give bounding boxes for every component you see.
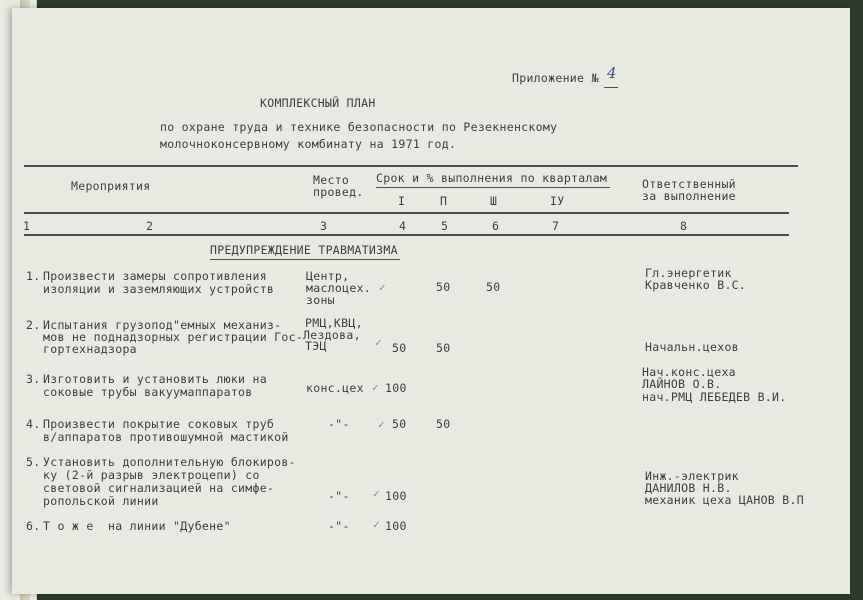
row-place-line: -"- xyxy=(328,417,350,431)
row-measure-line: ку (2-й разрыв электроцепи) со xyxy=(43,468,260,482)
row-number: 5. xyxy=(26,455,41,469)
row-number: 1. xyxy=(26,269,41,283)
row-measure-line: Установить дополнительную блокиров- xyxy=(43,455,296,469)
row-measure-line: соковые трубы вакуумаппаратов xyxy=(43,385,253,399)
row-place-line: РМЦ,КВЦ, xyxy=(305,316,363,330)
header-place-line1: Место xyxy=(313,173,350,187)
row-measure-line: в/аппаратов противошумной мастикой xyxy=(43,430,289,444)
row-place-line: ТЭЦ xyxy=(305,339,327,353)
row-responsible-line: ДАНИЛОВ Н.В. xyxy=(645,481,732,495)
document-subtitle-line2: молочноконсервному комбинату на 1971 год. xyxy=(160,137,457,151)
column-number: 4 xyxy=(399,219,407,233)
row-measure-line: Т о ж е на линии "Дубене" xyxy=(43,519,231,533)
row-place-line: маслоцех. xyxy=(306,281,372,295)
row-responsible-line: Нач.конс.цеха xyxy=(642,365,736,379)
document-title: КОМПЛЕКСНЫЙ ПЛАН xyxy=(260,96,376,110)
row-place-line: -"- xyxy=(328,489,350,503)
pen-check-mark: ✓ xyxy=(378,418,385,431)
column-number: 1 xyxy=(23,219,31,233)
row-responsible-line: Начальн.цехов xyxy=(645,340,739,354)
column-number: 8 xyxy=(680,219,688,233)
row-q2: 50 xyxy=(436,280,451,294)
header-q1: I xyxy=(398,194,406,208)
row-number: 2. xyxy=(26,318,41,332)
section-title: ПРЕДУПРЕЖДЕНИЕ ТРАВМАТИЗМА xyxy=(210,243,398,257)
column-number: 7 xyxy=(552,219,560,233)
pen-check-mark: ✓ xyxy=(372,381,379,394)
row-responsible-line: Кравченко В.С. xyxy=(645,278,747,292)
row-q3: 50 xyxy=(486,280,501,294)
row-number: 6. xyxy=(26,519,41,533)
row-q1: 100 xyxy=(385,519,407,533)
header-place-line2: провед. xyxy=(313,185,364,199)
row-measure-line: Изготовить и установить люки на xyxy=(43,372,267,386)
appendix-label: Приложение № xyxy=(512,71,599,85)
row-measure-line: гортехнадзора xyxy=(43,342,137,356)
row-measure-line: изоляции и заземляющих устройств xyxy=(43,282,275,296)
row-place-line: конс.цех xyxy=(306,381,364,395)
pen-check-mark: ✓ xyxy=(379,281,386,294)
header-responsible-line2: за выполнение xyxy=(642,189,736,203)
pen-check-mark: ✓ xyxy=(373,518,380,531)
row-measure-line: Произвести замеры сопротивления xyxy=(43,269,267,283)
row-q1: 50 xyxy=(392,417,407,431)
header-measures: Мероприятия xyxy=(71,179,151,193)
row-measure-line: ропольской линии xyxy=(43,494,159,508)
row-q1: 50 xyxy=(392,341,407,355)
row-measure-line: мов не поднадзорных регистрации Гос- xyxy=(43,330,304,344)
pen-check-mark: ✓ xyxy=(375,336,382,349)
row-measure-line: световой сигнализацией на симфе- xyxy=(43,481,275,495)
column-number: 6 xyxy=(492,219,500,233)
row-responsible-line: Инж.-электрик xyxy=(645,469,739,483)
column-number: 3 xyxy=(320,219,328,233)
document-page xyxy=(12,8,850,594)
column-number: 5 xyxy=(441,219,449,233)
pen-check-mark: ✓ xyxy=(373,487,380,500)
row-measure-line: Испытания грузопод"емных механиз- xyxy=(43,318,282,332)
row-place-line: Центр, xyxy=(306,269,350,283)
row-q2: 50 xyxy=(436,417,451,431)
row-q2: 50 xyxy=(436,341,451,355)
row-responsible-line: Гл.энергетик xyxy=(645,266,732,280)
header-q4: IУ xyxy=(550,194,565,208)
row-number: 3. xyxy=(26,372,41,386)
row-place-line: Лездова, xyxy=(303,328,361,342)
column-number: 2 xyxy=(146,219,154,233)
appendix-number: 4 xyxy=(607,64,617,82)
row-responsible-line: механик цеха ЦАНОВ В.П xyxy=(645,493,804,507)
header-responsible-line1: Ответственный xyxy=(642,177,736,191)
row-q1: 100 xyxy=(385,381,407,395)
row-responsible-line: ЛАЙНОВ О.В. xyxy=(642,377,722,391)
document-subtitle-line1: по охране труда и технике безопасности по Резекненскому xyxy=(160,120,558,134)
row-measure-line: Произвести покрытие соковых труб xyxy=(43,417,275,431)
header-q2: П xyxy=(440,194,448,208)
row-place-line: -"- xyxy=(328,519,350,533)
row-responsible-line: нач.РМЦ ЛЕБЕДЕВ В.И. xyxy=(642,390,787,404)
row-place-line: зоны xyxy=(306,293,335,307)
row-q1: 100 xyxy=(385,489,407,503)
header-term: Срок и % выполнения по кварталам xyxy=(376,171,608,185)
header-q3: Ш xyxy=(490,194,498,208)
row-number: 4. xyxy=(26,417,41,431)
